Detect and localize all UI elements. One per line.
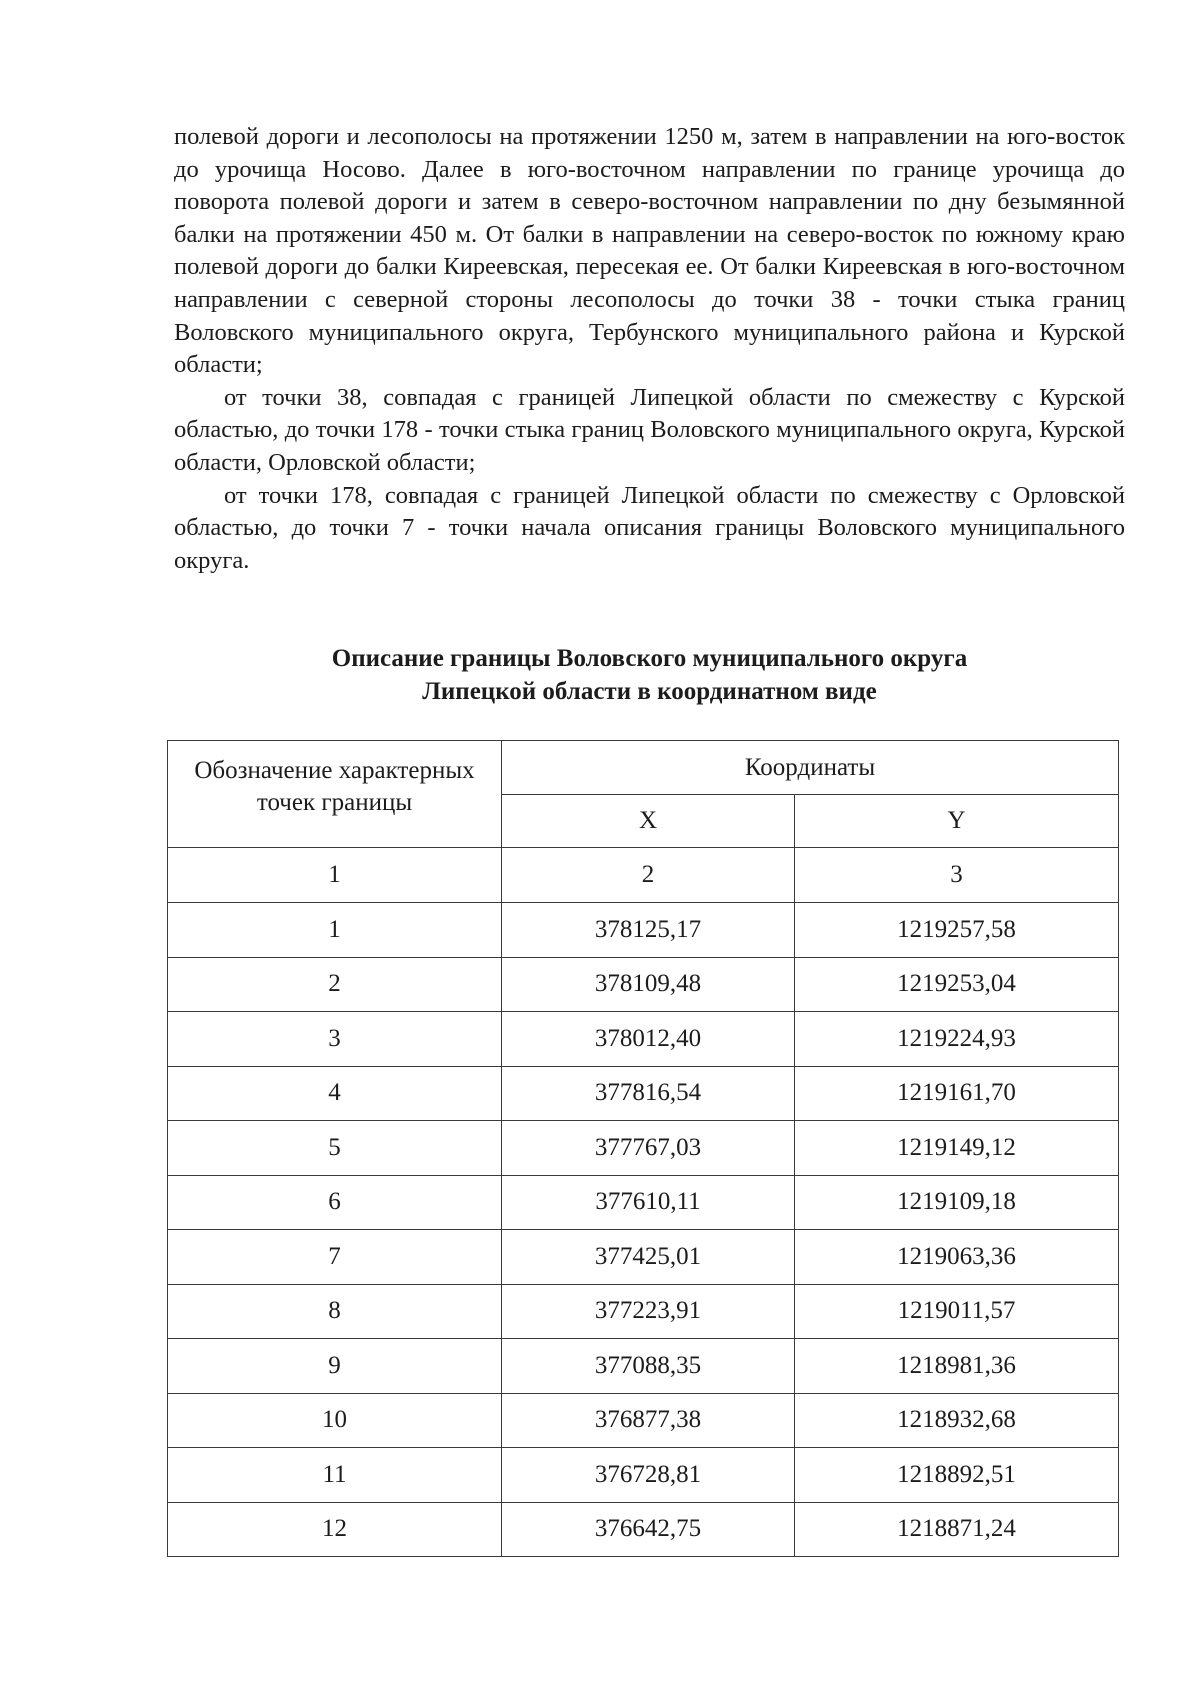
- section-heading: [174, 642, 1125, 708]
- point-number-cell: 5: [168, 1121, 502, 1176]
- x-coordinate-cell: 376642,75: [502, 1502, 795, 1557]
- y-coordinate-cell: 1218871,24: [795, 1502, 1119, 1557]
- table-row: [168, 1339, 1119, 1394]
- x-coordinate-cell: 377425,01: [502, 1230, 795, 1285]
- table-row: [168, 1175, 1119, 1230]
- table-row: [168, 903, 1119, 958]
- point-number-cell: 12: [168, 1502, 502, 1557]
- header-coordinates: Координаты: [502, 741, 1119, 795]
- table-row: [168, 1066, 1119, 1121]
- x-coordinate-cell: 377610,11: [502, 1175, 795, 1230]
- header-x: X: [502, 795, 795, 848]
- column-number: 2: [502, 848, 795, 903]
- x-coordinate-cell: 377816,54: [502, 1066, 795, 1121]
- point-number-cell: 9: [168, 1339, 502, 1394]
- x-coordinate-cell: 377088,35: [502, 1339, 795, 1394]
- y-coordinate-cell: 1219011,57: [795, 1284, 1119, 1339]
- x-coordinate-cell: 377767,03: [502, 1121, 795, 1176]
- point-number-cell: 3: [168, 1012, 502, 1067]
- body-text: [174, 121, 1125, 577]
- y-coordinate-cell: 1218981,36: [795, 1339, 1119, 1394]
- header-y: Y: [795, 795, 1119, 848]
- point-number-cell: 4: [168, 1066, 502, 1121]
- heading-line-1: Описание границы Воловского муниципального округа: [331, 645, 968, 672]
- y-coordinate-cell: 1218892,51: [795, 1448, 1119, 1503]
- y-coordinate-cell: 1218932,68: [795, 1393, 1119, 1448]
- point-number-cell: 8: [168, 1284, 502, 1339]
- point-number-cell: 11: [168, 1448, 502, 1503]
- heading-line-2: Липецкой области в координатном виде: [422, 678, 877, 705]
- x-coordinate-cell: 377223,91: [502, 1284, 795, 1339]
- y-coordinate-cell: 1219224,93: [795, 1012, 1119, 1067]
- y-coordinate-cell: 1219109,18: [795, 1175, 1119, 1230]
- point-number-cell: 1: [168, 903, 502, 958]
- paragraph-orel-border: от точки 178, совпадая с границей Липецкой области по смежеству с Орловской областью, до точки 7 - точки начала описания границы Воловского муниципального округа.: [174, 481, 1125, 574]
- table-row: [168, 1230, 1119, 1285]
- x-coordinate-cell: 376728,81: [502, 1448, 795, 1503]
- paragraph-kursk-border: от точки 38, совпадая с границей Липецкой области по смежеству с Курской областью, до точки 178 - точки стыка границ Воловского муниципального округа, Курской области, Орловской области;: [174, 383, 1125, 476]
- y-coordinate-cell: 1219257,58: [795, 903, 1119, 958]
- table-row: [168, 957, 1119, 1012]
- table-row: [168, 1448, 1119, 1503]
- table-row: [168, 1121, 1119, 1176]
- x-coordinate-cell: 376877,38: [502, 1393, 795, 1448]
- y-coordinate-cell: 1219149,12: [795, 1121, 1119, 1176]
- table-row: [168, 1393, 1119, 1448]
- coordinates-table: [167, 740, 1119, 1557]
- column-number: 1: [168, 848, 502, 903]
- point-number-cell: 2: [168, 957, 502, 1012]
- y-coordinate-cell: 1219161,70: [795, 1066, 1119, 1121]
- column-numbers-row: [168, 848, 1119, 903]
- x-coordinate-cell: 378012,40: [502, 1012, 795, 1067]
- column-number: 3: [795, 848, 1119, 903]
- header-designation: Обозначение характерных точек границы: [168, 741, 502, 848]
- table-row: [168, 1012, 1119, 1067]
- point-number-cell: 10: [168, 1393, 502, 1448]
- point-number-cell: 6: [168, 1175, 502, 1230]
- table-row: [168, 1502, 1119, 1557]
- y-coordinate-cell: 1219063,36: [795, 1230, 1119, 1285]
- paragraph-boundary-continuation: полевой дороги и лесополосы на протяжении 1250 м, затем в направлении на юго-восток до урочища Носово. Далее в юго-восточном направлении по границе урочища до поворота полевой дороги и затем в северо-восточном направлении по дну безымянной балки на протяжении 450 м. От балки в направлении на северо-восток по южному краю полевой дороги до балки Киреевская, пересекая ее. От балки Киреевская в юго-восточном направлении с северной стороны лесополосы до точки 38 - точки стыка границ Воловского муниципального округа, Тербунского муниципального района и Курской области;: [174, 123, 1125, 379]
- table-row: [168, 1284, 1119, 1339]
- x-coordinate-cell: 378109,48: [502, 957, 795, 1012]
- x-coordinate-cell: 378125,17: [502, 903, 795, 958]
- point-number-cell: 7: [168, 1230, 502, 1285]
- y-coordinate-cell: 1219253,04: [795, 957, 1119, 1012]
